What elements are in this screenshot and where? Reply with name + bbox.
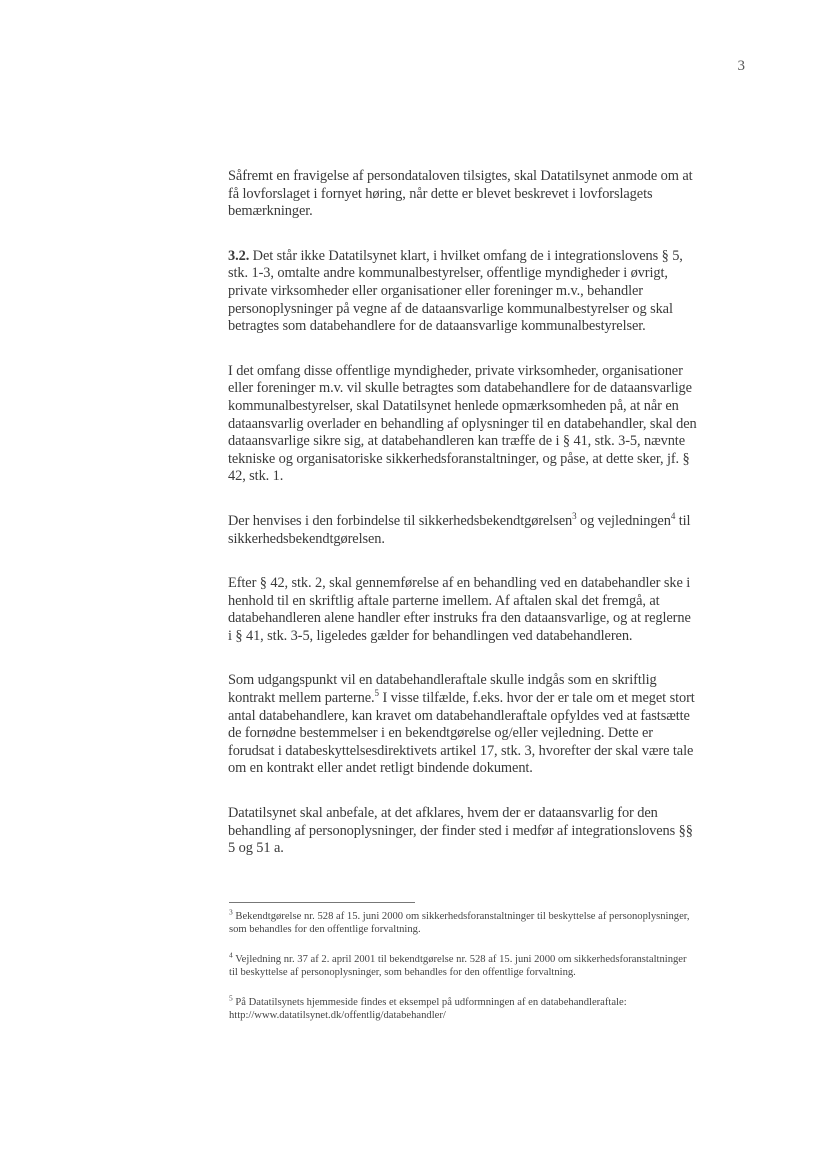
paragraph-text: til sikkerhedsbekendtgørelsen. — [228, 512, 691, 547]
paragraph-section-3-2 — [228, 248, 698, 336]
footnotes — [229, 907, 694, 1039]
paragraph-text: Der henvises i den forbindelse til sikkerhedsbekendtgørelsen — [228, 512, 573, 529]
paragraph-3: I det omfang disse offentlige myndigheder, private virksomheder, organisationer eller foreninger m.v. vil skulle betragtes som databehandlere for de dataansvarlige kommunalbestyrelser, skal Datatilsynet henlede opmærksomheden på, at når en dataansvarlig overlader en behandling af oplysninger til en databehandler, skal den dataansvarlige sikre sig, at databehandleren kan træffe de i § 41, stk. 3-5, nævnte tekniske og organisatoriske sikkerhedsforanstaltninger, og påse, at dette sker, jf. § 42, stk. 1. — [228, 362, 697, 485]
paragraph-5: Efter § 42, stk. 2, skal gennemførelse af en behandling ved en databehandler ske i henhold til en skriftlig aftale parterne imellem. Af aftalen skal det fremgå, at databehandleren alene handler efter instruks fra den dataansvarlige, og at reglerne i § 41, stk. 3-5, ligeledes gælder for behandlingen ved databehandleren. — [228, 575, 691, 644]
paragraph-text: Det står ikke Datatilsynet klart, i hvilket omfang de i integrationslovens § 5, stk. 1-3, omtalte andre kommunalbestyrelser, offentlige myndigheder i øvrigt, private virksomheder eller organisationer eller foreninger m.v., behandler personoplysninger på vegne af de dataansvarlige kommunalbestyrelser og skal betragtes som databehandlere for de dataansvarlige kommunalbestyrelser. — [228, 247, 683, 335]
paragraph-6 — [228, 672, 698, 778]
paragraph-text: Som udgangspunkt vil en databehandleraftale skulle indgås som en skriftlig kontrakt mellem parterne. — [228, 672, 657, 707]
paragraph-text: I visse tilfælde, f.eks. hvor der er tale om et meget stort antal databehandlere, kan kravet om databehandleraftale opfyldes ved at fastsætte de fornødne bestemmelser i en bekendtgørelse og/eller vejledning. Dette er forudsat i databeskyttelsesdirektivets artikel 17, stk. 3, hvorefter der skal være tale om en kontrakt eller andet retligt bindende dokument. — [228, 690, 695, 777]
footnote-4 — [229, 950, 694, 979]
body-text — [228, 168, 698, 885]
footnote-3 — [229, 907, 694, 936]
footnote-ref-3: 3 — [572, 511, 577, 522]
footnote-text: Bekendtgørelse nr. 528 af 15. juni 2000 om sikkerhedsforanstaltninger til beskyttelse af personoplysninger, som behandles for den offentlige forvaltning. — [229, 911, 690, 935]
footnote-ref-4: 4 — [670, 511, 676, 522]
paragraph-4 — [228, 513, 698, 548]
footnote-divider — [229, 902, 415, 903]
footnote-ref-5: 5 — [374, 688, 379, 699]
footnote-marker: 5 — [229, 993, 233, 1003]
footnote-text: På Datatilsynets hjemmeside findes et eksempel på udformningen af en databehandleraftale: http://www.datatilsynet.dk/offentlig/databehandler/ — [229, 997, 627, 1021]
footnote-marker: 3 — [229, 907, 233, 917]
page-number: 3 — [737, 58, 745, 74]
footnote-5 — [229, 993, 694, 1022]
paragraph-1: Såfremt en fravigelse af persondataloven tilsigtes, skal Datatilsynet anmode om at få lovforslaget i fornyet høring, når dette er blevet beskrevet i lovforslagets bemærkninger. — [228, 168, 693, 220]
footnote-text: Vejledning nr. 37 af 2. april 2001 til bekendtgørelse nr. 528 af 15. juni 2000 om sikkerhedsforanstaltninger til beskyttelse af personoplysninger, som behandles for den offentlige forvaltning. — [229, 954, 687, 978]
paragraph-text: og vejledningen — [576, 512, 671, 529]
section-number: 3.2. — [228, 247, 250, 264]
paragraph-7: Datatilsynet skal anbefale, at det afklares, hvem der er dataansvarlig for den behandling af personoplysninger, der finder sted i medfør af integrationslovens §§ 5 og 51 a. — [228, 805, 693, 857]
footnote-marker: 4 — [229, 950, 233, 960]
